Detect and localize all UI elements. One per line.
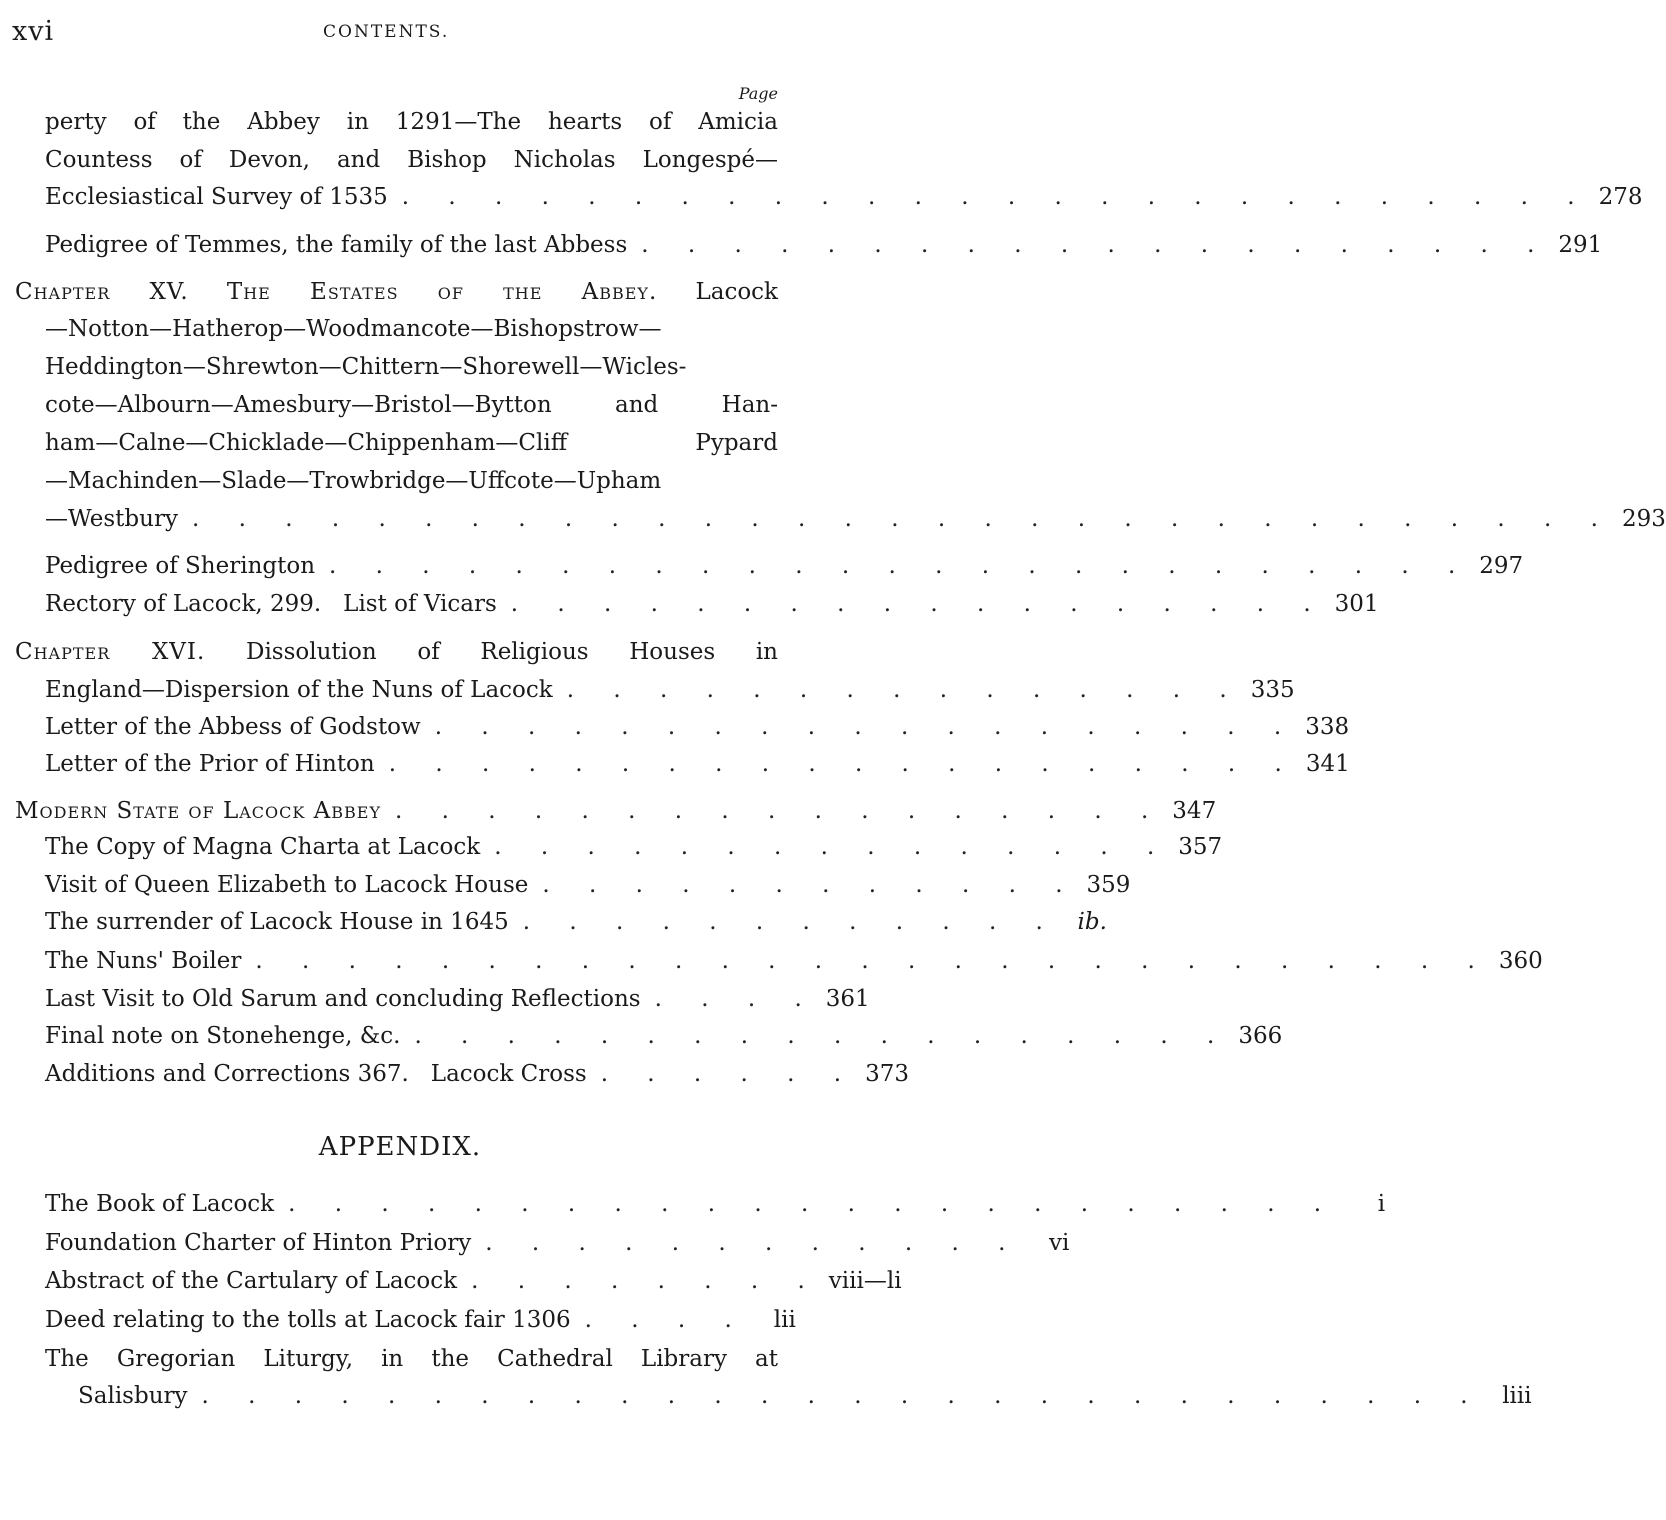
toc-entry <box>45 870 1131 900</box>
toc-entry <box>45 1059 910 1089</box>
leader-dots: . . . . <box>584 1307 748 1333</box>
toc-entry <box>45 1189 1386 1219</box>
appendix-liturgy-line-1: The Gregorian Liturgy, in the Cathedral Library at <box>45 1346 778 1372</box>
leader-dots: . . . . . . . . . . . . . . . . . . <box>510 591 1327 617</box>
entry-page: 278 <box>1598 184 1643 210</box>
toc-entry <box>45 589 1379 619</box>
entry-page: 360 <box>1498 948 1543 974</box>
entry-page: 301 <box>1334 591 1379 617</box>
entry-title: The surrender of Lacock House in 1645 <box>45 909 509 935</box>
toc-entry <box>45 907 1107 937</box>
chapter-16-heading <box>15 637 778 667</box>
toc-entry <box>45 832 1223 862</box>
entry-page: 338 <box>1305 714 1350 740</box>
toc-entry <box>45 1266 902 1296</box>
leader-dots: . . . . . . . . . . . . . . . . . . . . . . . . . <box>329 553 1472 579</box>
leader-dots: . . . . . . . . . . . . . . . . . <box>395 798 1165 824</box>
toc-entry <box>45 712 1350 742</box>
entry-title: Additions and Corrections 367. Lacock Cross <box>45 1061 587 1087</box>
entry-title: Last Visit to Old Sarum and concluding Reflections <box>45 986 641 1012</box>
entry-page: 297 <box>1479 553 1524 579</box>
toc-entry <box>45 749 1350 779</box>
toc-entry <box>45 182 1643 212</box>
toc-entry <box>15 796 1217 826</box>
entry-page: 341 <box>1305 751 1350 777</box>
entry-title: Deed relating to the tolls at Lacock fair 1306 <box>45 1307 571 1333</box>
leader-dots: . . . . . . . . . . . . . . . . . . . . <box>641 232 1551 258</box>
toc-entry <box>45 230 1603 260</box>
toc-entry <box>45 1021 1283 1051</box>
toc-entry <box>45 946 1543 976</box>
entry-title: Abstract of the Cartulary of Lacock <box>45 1268 458 1294</box>
leader-dots: . . . . . . . . . . . . . . . . . . . . . . . . . . . . . . . <box>191 506 1614 532</box>
entry-title: The Book of Lacock <box>45 1191 275 1217</box>
chapter-title: The Estates of the Abbey. <box>226 279 658 305</box>
entry-title: The Copy of Magna Charta at Lacock <box>45 834 481 860</box>
toc-entry <box>45 1305 796 1335</box>
leader-dots: . . . . . . . . . . . . <box>542 872 1079 898</box>
entry-page: 359 <box>1086 872 1131 898</box>
leader-dots: . . . . . . . . . . . . . . . . . . . . . . . <box>288 1191 1338 1217</box>
chapter-15-line-4: cote—Albourn—Amesbury—Bristol—Bytton and Han- <box>45 392 778 418</box>
entry-title: Pedigree of Temmes, the family of the last Abbess <box>45 232 628 258</box>
entry-page: 293 <box>1621 506 1666 532</box>
toc-entry <box>45 984 870 1014</box>
chapter-label: Chapter XVI. <box>15 639 206 665</box>
entry-page: 357 <box>1178 834 1223 860</box>
leader-dots: . . . . . . . . . . . . . . . . . . . <box>434 714 1298 740</box>
entry-page: lii <box>773 1307 796 1333</box>
chapter-line-rest: Dissolution of Religious Houses in <box>246 639 778 665</box>
toc-entry <box>45 1228 1070 1258</box>
entry-page: ib. <box>1077 909 1107 935</box>
chapter-15-line-6: —Machinden—Slade—Trowbridge—Uffcote—Upham <box>45 468 662 494</box>
chapter-15-line-2: —Notton—Hatherop—Woodmancote—Bishopstrow— <box>45 316 662 342</box>
toc-entry <box>45 551 1524 581</box>
page-column-label: Page <box>738 84 778 103</box>
leader-dots: . . . . . . . . . . . . . . . <box>494 834 1171 860</box>
toc-entry <box>45 675 1295 705</box>
entry-title: Rectory of Lacock, 299. List of Vicars <box>45 591 497 617</box>
leader-dots: . . . . . . . . . . . . . . . . . . . . <box>388 751 1298 777</box>
entry-page: 361 <box>825 986 870 1012</box>
page-number: xvi <box>12 16 55 47</box>
leader-dots: . . . . . . . . . . . . . . . . . . <box>414 1023 1231 1049</box>
leader-dots: . . . . . . . . . . . . . . . . . . . . . . . . . . . . <box>201 1383 1484 1409</box>
toc-entry <box>45 504 1666 534</box>
leader-dots: . . . . . . . . . . . . . . . . . . . . . . . . . . <box>401 184 1591 210</box>
chapter-line-rest: Lacock <box>695 279 778 305</box>
entry-page: 291 <box>1558 232 1603 258</box>
toc-entry <box>78 1381 1532 1411</box>
leader-dots: . . . . . . . . . . . . . . . <box>566 677 1243 703</box>
entry-title: —Westbury <box>45 506 178 532</box>
leader-dots: . . . . . . . . . . . . <box>485 1230 1022 1256</box>
entry-title: England—Dispersion of the Nuns of Lacock <box>45 677 553 703</box>
leader-dots: . . . . . . . . . . . . . . . . . . . . . . . . . . . <box>255 948 1491 974</box>
entry-title: Letter of the Prior of Hinton <box>45 751 375 777</box>
entry-title: The Nuns' Boiler <box>45 948 242 974</box>
entry-page: 347 <box>1172 798 1217 824</box>
entry-title: Visit of Queen Elizabeth to Lacock House <box>45 872 529 898</box>
entry-page: 373 <box>865 1061 910 1087</box>
leader-dots: . . . . . . <box>600 1061 858 1087</box>
leader-dots: . . . . . . . . <box>471 1268 821 1294</box>
appendix-heading: APPENDIX. <box>318 1132 482 1162</box>
chapter-15-heading <box>15 277 778 307</box>
entry-title: Salisbury <box>78 1383 188 1409</box>
entry-title: Pedigree of Sherington <box>45 553 316 579</box>
chapter-label: Chapter XV. <box>15 279 189 305</box>
entry-page: i <box>1377 1191 1386 1217</box>
entry-title: Foundation Charter of Hinton Priory <box>45 1230 472 1256</box>
entry-page: 366 <box>1238 1023 1283 1049</box>
leader-dots: . . . . . . . . . . . . <box>522 909 1059 935</box>
leader-dots: . . . . <box>654 986 818 1012</box>
entry-title: Final note on Stonehenge, &c. <box>45 1023 401 1049</box>
continued-line-2: Countess of Devon, and Bishop Nicholas Longespé— <box>45 147 778 173</box>
chapter-15-line-3: Heddington—Shrewton—Chittern—Shorewell—Wicles- <box>45 354 687 380</box>
entry-page: liii <box>1502 1383 1532 1409</box>
entry-page: 335 <box>1250 677 1295 703</box>
running-head: CONTENTS. <box>323 22 450 42</box>
entry-title: Ecclesiastical Survey of 1535 <box>45 184 388 210</box>
entry-title: Modern State of Lacock Abbey <box>15 798 382 824</box>
entry-title: Letter of the Abbess of Godstow <box>45 714 421 740</box>
continued-line-1: perty of the Abbey in 1291—The hearts of Amicia <box>45 109 778 135</box>
chapter-15-line-5: ham—Calne—Chicklade—Chippenham—Cliff Pypard <box>45 430 778 456</box>
entry-page: viii—li <box>828 1268 902 1294</box>
entry-page: vi <box>1049 1230 1070 1256</box>
